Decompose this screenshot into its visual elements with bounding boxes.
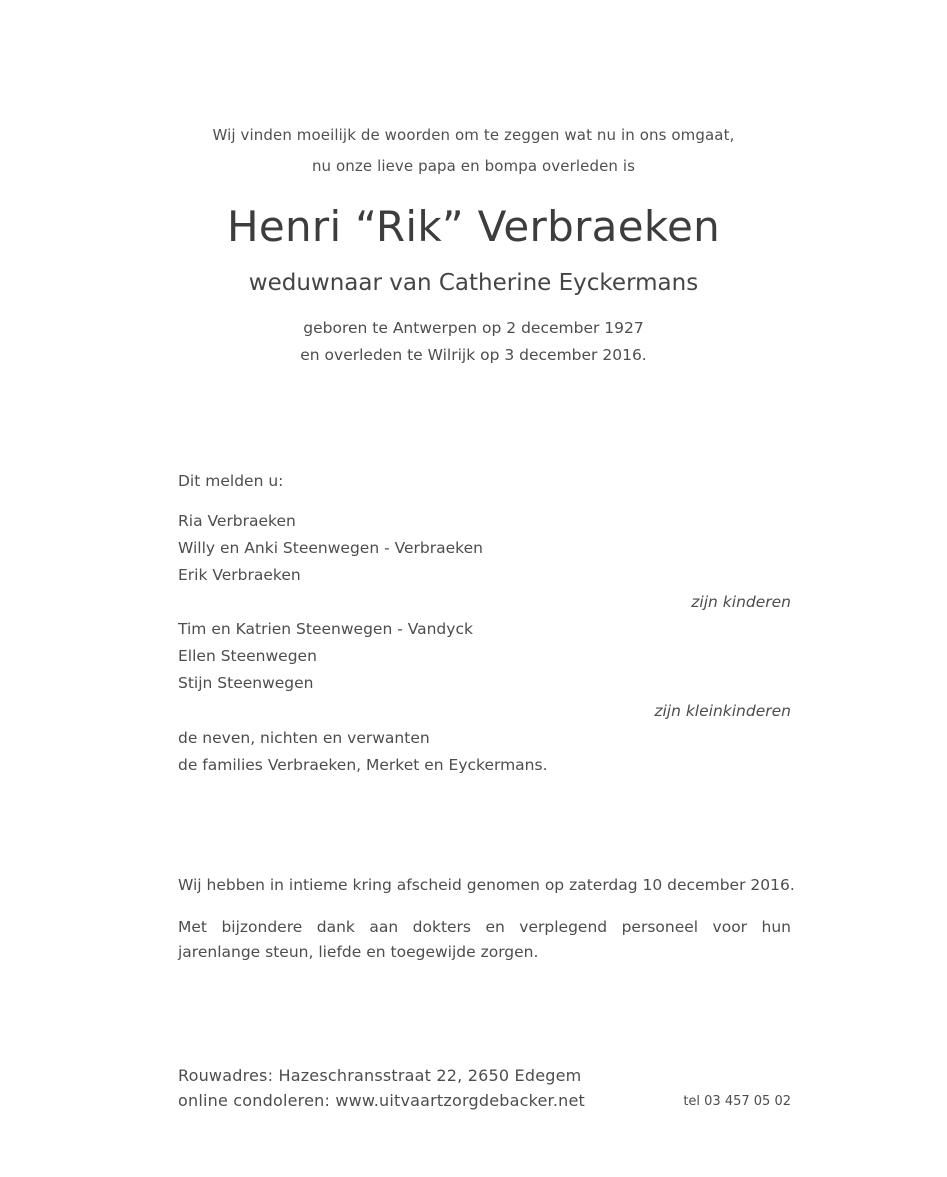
widower-line: weduwnaar van Catherine Eyckermans xyxy=(248,270,699,296)
farewell-line: Wij hebben in intieme kring afscheid genomen op zaterdag 10 december 2016. xyxy=(178,876,795,894)
intro-line-1: Wij vinden moeilijk de woorden om te zeggen wat nu in ons omgaat, xyxy=(212,126,735,144)
announcers-heading: Dit melden u: xyxy=(178,472,284,490)
relatives-line: de families Verbraeken, Merket en Eyckermans. xyxy=(178,756,548,774)
death-line: en overleden te Wilrijk op 3 december 2016. xyxy=(300,346,647,364)
thanks-paragraph xyxy=(178,915,791,965)
child-name: Willy en Anki Steenwegen - Verbraeken xyxy=(178,539,483,557)
birth-line: geboren te Antwerpen op 2 december 1927 xyxy=(303,319,644,337)
grandchildren-label: zijn kleinkinderen xyxy=(654,702,791,720)
telephone-line: tel 03 457 05 02 xyxy=(683,1094,791,1109)
grandchild-name: Stijn Steenwegen xyxy=(178,674,314,692)
intro-line-2: nu onze lieve papa en bompa overleden is xyxy=(311,157,636,175)
address-line: Rouwadres: Hazeschransstraat 22, 2650 Edegem xyxy=(178,1066,582,1085)
relatives-line: de neven, nichten en verwanten xyxy=(178,729,430,747)
grandchild-name: Tim en Katrien Steenwegen - Vandyck xyxy=(178,620,473,638)
thanks-line-2: jarenlange steun, liefde en toegewijde zorgen. xyxy=(178,943,539,961)
deceased-name: Henri “Rik” Verbraeken xyxy=(226,202,721,251)
grandchild-name: Ellen Steenwegen xyxy=(178,647,317,665)
child-name: Ria Verbraeken xyxy=(178,512,296,530)
child-name: Erik Verbraeken xyxy=(178,566,301,584)
thanks-line-1: Met bijzondere dank aan dokters en verplegend personeel voor hun xyxy=(178,918,791,936)
children-label: zijn kinderen xyxy=(691,593,791,611)
online-condolence-line[interactable]: online condoleren: www.uitvaartzorgdebacker.net xyxy=(178,1091,585,1110)
